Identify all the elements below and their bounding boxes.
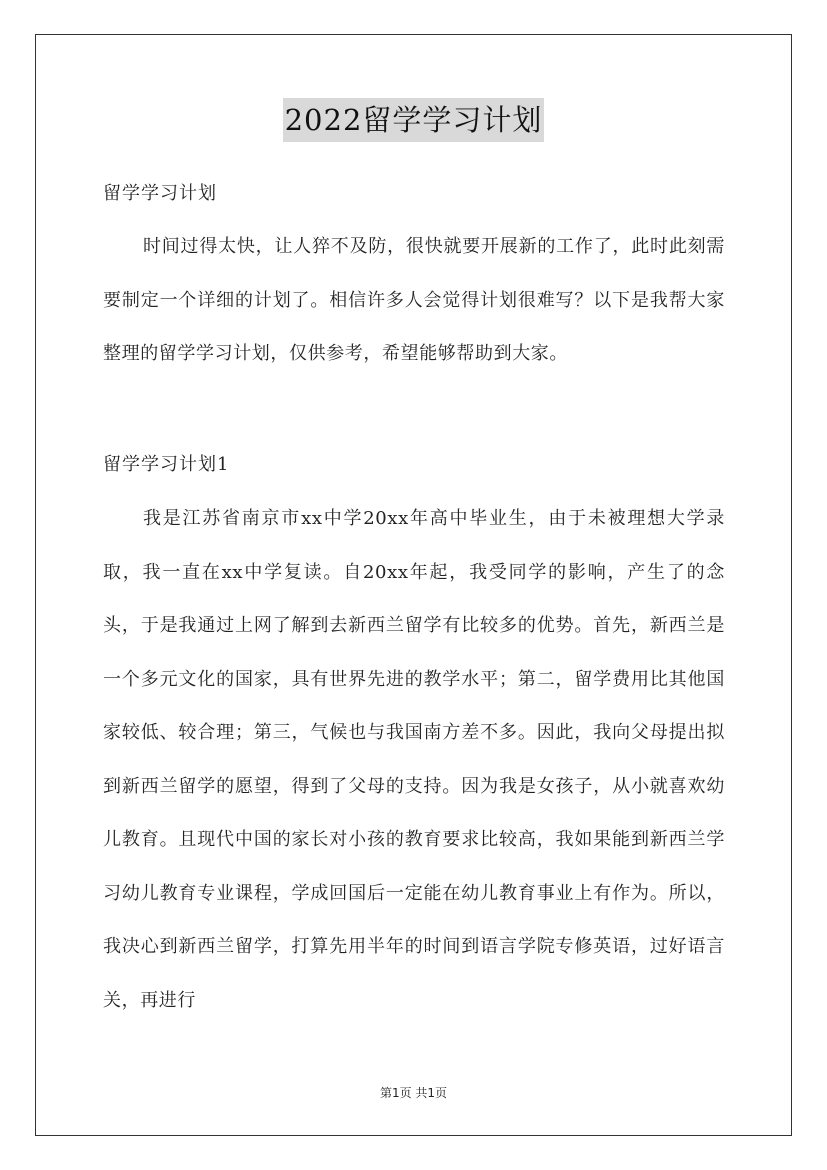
document-title: 2022留学学习计划 xyxy=(283,98,545,142)
document-title-wrap xyxy=(0,98,827,142)
intro-heading: 留学学习计划 xyxy=(103,183,217,204)
page-footer: 第1页 共1页 xyxy=(379,1086,448,1100)
intro-paragraph: 时间过得太快，让人猝不及防，很快就要开展新的工作了，此时此刻需要制定一个详细的计划了。相信许多人会觉得计划很难写？以下是我帮大家整理的留学学习计划，仅供参考，希望能够帮助到大家。 xyxy=(103,236,725,364)
section1-heading: 留学学习计划1 xyxy=(103,454,230,475)
section1-paragraph: 我是江苏省南京市xx中学20xx年高中毕业生，由于未被理想大学录取，我一直在xx中学复读。自20xx年起，我受同学的影响，产生了的念头，于是我通过上网了解到去新西兰留学有比较多的优势。首先，新西兰是一个多元文化的国家，具有世界先进的教学水平；第二，留学费用比其他国家较低、较合理；第三，气候也与我国南方差不多。因此，我向父母提出拟到新西兰留学的愿望，得到了父母的支持。因为我是女孩子，从小就喜欢幼儿教育。且现代中国的家长对小孩的教育要求比较高，我如果能到新西兰学习幼儿教育专业课程，学成回国后一定能在幼儿教育事业上有作为。所以，我决心到新西兰留学，打算先用半年的时间到语言学院专修英语，过好语言关，再进行 xyxy=(103,508,725,1011)
